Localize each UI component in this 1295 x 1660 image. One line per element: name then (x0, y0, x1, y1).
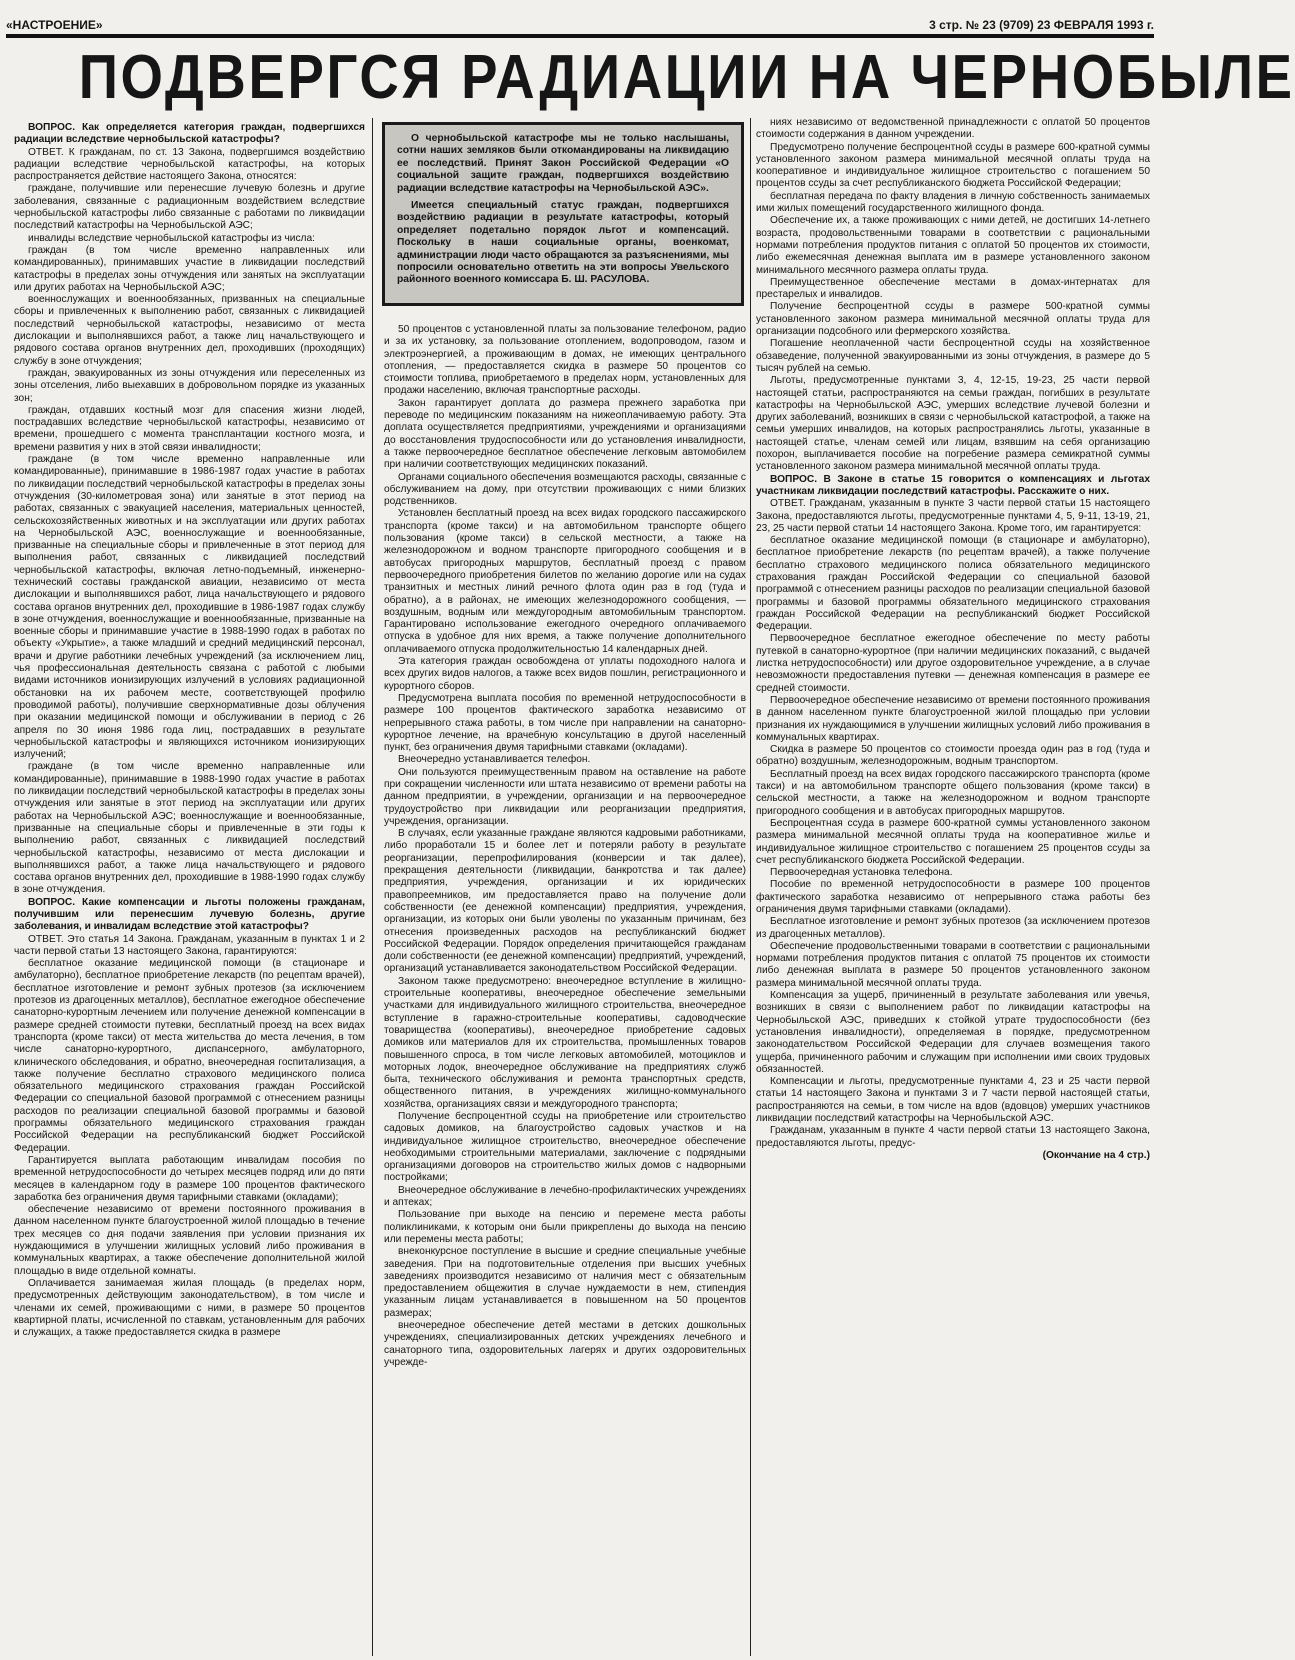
issue-info: 3 стр. № 23 (9709) 23 ФЕВРАЛЯ 1993 г. (929, 18, 1154, 32)
paragraph: Гарантируется выплата работающим инвалидам пособия по временной нетрудоспособности до четырех месяцев подряд или до пяти месяцев в календарном году в размере 100 процентов фактического заработка без ограничения двумя тарифными ставками (окладами); (14, 1154, 365, 1203)
paragraph: Первоочередное обеспечение независимо от времени постоянного проживания в данном населенном пункте благоустроенной жилой площадью при условии признания их нуждающимися в улучшении жилищных условий либо проживания в коммунальных квартирах. (756, 694, 1150, 743)
paragraph: Предусмотрена выплата пособия по временной нетрудоспособности в размере 100 процентов фактического заработка независимо от непрерывного стажа работы, в том числе при направлении на санаторно-курортное лечение, на врачебную консультацию в другой населенный пункт, без ограничения двумя тарифными ставками (окладами). (384, 692, 746, 754)
paragraph: Органами социального обеспечения возмещаются расходы, связанные с обслуживанием на дому, при отсутствии проживающих с ними близких родственников. (384, 471, 746, 508)
paragraph: Первоочередное бесплатное ежегодное обеспечение по месту работы путевкой в санаторно-курортное (при наличии медицинских показаний, с выдачей листка нетрудоспособности) или другое оздоровительное учреждение, а в случае невозможности предоставления путевки — денежная компенсация в размере ее средней стоимости. (756, 633, 1150, 694)
article-column-3 (756, 117, 1150, 1654)
paragraph: Беспроцентная ссуда в размере 600-кратной суммы установленного законом размера минимальной месячной оплаты труда на кооперативное жилье и индивидуальное жилищное строительство с погашением 25 процентов ссуды за счет республиканского бюджета Российской Федерации. (756, 817, 1150, 866)
intro-box (382, 122, 744, 306)
column-divider (750, 118, 751, 1656)
paragraph: Внеочередно устанавливается телефон. (398, 754, 591, 766)
masthead (6, 14, 1154, 38)
paragraph: ОТВЕТ. К гражданам, по ст. 13 Закона, подвергшимся воздействию радиации вследствие чернобыльской катастрофы, на которых распространяется действие настоящего Закона, относятся: (14, 146, 365, 183)
paragraph: Внеочередное обслуживание в лечебно-профилактических учреждениях и аптеках; (384, 1184, 746, 1209)
paragraph: военнослужащих и военнообязанных, призванных на специальные сборы и привлеченных к выполнению работ, связанных с ликвидацией последствий чернобыльской катастрофы, независимо от места дислокации и выполнявшихся работ, а также лиц начальствующего и рядового состава органов внутренних дел, проходивших (проходящих) службу в зоне отчуждения; (14, 294, 365, 367)
question-paragraph: ВОПРОС. Как определяется категория граждан, подвергшихся радиации вследствие чернобыльской катастрофы? (14, 122, 365, 146)
paragraph: Получение беспроцентной ссуды на приобретение или строительство садовых домиков, на благоустройство садовых участков и на индивидуальное жилищное строительство, внеочередное обеспечение необходимыми строительными материалами, заключение с подрядными организациями договоров на строительство жилых домов с надворными постройками; (384, 1111, 746, 1184)
paragraph: обеспечение независимо от времени постоянного проживания в данном населенном пункте благоустроенной жилой площадью в течение трех месяцев со дня подачи заявления при условии признания их нуждающимися в улучшении жилищных условий либо проживания в коммунальных квартирах, а также обеспечение дополнительной жилой площадью в виде отдельной комнаты. (14, 1204, 365, 1277)
paragraph: 50 процентов с установленной платы за пользование телефоном, радио и за их установку, за пользование отоплением, водопроводом, газом и электроэнергией, а проживающим в домах, не имеющих центрального отопления, — предоставляется скидка в размере 50 процентов со стоимости топлива, приобретаемого в пределах норм, установленных для продажи населению, включая транспортные расходы. (384, 324, 746, 397)
paragraph: ниях независимо от ведомственной принадлежности с оплатой 50 процентов стоимости содержания в данном учреждении. (756, 117, 1150, 141)
paragraph: Получение беспроцентной ссуды в размере 500-кратной суммы установленного законом размера минимальной месячной оплаты труда для организации подсобного или фермерского хозяйства. (756, 301, 1150, 338)
paragraph: граждан, отдавших костный мозг для спасения жизни людей, пострадавших вследствие чернобыльской катастрофы, независимо от времени, прошедшего с момента трансплантации костного мозга, и времени развития у них в этой связи инвалидности; (14, 404, 365, 453)
paragraph: инвалиды вследствие чернобыльской катастрофы из числа: (28, 232, 315, 244)
article-column-1 (14, 122, 365, 1654)
paragraph: Первоочередная установка телефона. (770, 867, 953, 879)
paragraph: ОТВЕТ. Гражданам, указанным в пункте 3 части первой статьи 15 настоящего Закона, предоставляются льготы, предусмотренные пунктами 4, 5, 9-11, 13-19, 21, 23, 25 части первой статьи 14 настоящего Закона. Кроме того, им гарантируется: (756, 498, 1150, 534)
paragraph: Закон гарантирует доплата до размера прежнего заработка при переводе по медицинским показаниям на нижеоплачиваемую работу. Эта доплата осуществляется предприятиями, учреждениями и организациями до восстановления трудоспособности или до установления инвалидности, а также первоочередное бесплатное обеспечение легковым автомобилем при наличии соответствующих медицинских показаний. (384, 397, 746, 471)
paragraph: Установлен бесплатный проезд на всех видах городского пассажирского транспорта (кроме такси) и на автомобильном транспорте общего пользования (кроме такси) в сельской местности, а также на железнодорожном и водном транспорте пригородного сообщения и в автобусах пригородных маршрутов, бесплатный проезд с правом первоочередного приобретения билетов по желанию дорогие или на судах транзитных и местных линий речного флота один раз в год (туда и обратно), а в районах, не имеющих железнодорожного сообщения, — воздушным, водным или междугородным автомобильным транспортом. Гарантировано использование ежегодного очередного оплачиваемого отпуска в удобное для них время, а также получение дополнительного оплачиваемого отпуска продолжительностью 14 календарных дней. (384, 508, 746, 655)
paragraph: Пособие по временной нетрудоспособности в размере 100 процентов фактического заработка независимо от непрерывного стажа работы без ограничения двумя тарифными ставками (окладами). (756, 879, 1150, 915)
paragraph: граждане (в том числе временно направленные или командированные), принимавшие в 1988-1990 годах участие в работах по ликвидации последствий чернобыльской катастрофы в пределах зоны отчуждения или занятые в этот период на эксплуатации или других работах на Чернобыльской АЭС; военнослужащие и военнообязанные, призванные на специальные сборы и привлеченные в эти годы к выполнению работ, связанных с ликвидацией последствий чернобыльской катастрофы, независимо от места дислокации и выполнявшихся работ, а также лица начальствующего и рядового состава органов внутренних дел, проходившие в 1988-1990 годах службу в зоне отчуждения. (14, 761, 365, 896)
paragraph: граждан (в том числе временно направленных или командированных), принимавших участие в ликвидации последствий катастрофы в пределах зоны отчуждения или занятых на эксплуатации или других работах на Чернобыльской АЭС; (14, 244, 365, 293)
intro-paragraph: О чернобыльской катастрофе мы не только наслышаны, сотни наших земляков были откомандированы на ликвидацию ее последствий. Принят Закон Российской Федерации «О социальной защите граждан, подвергшихся воздействию радиации вследствие катастрофы на Чернобыльской АЭС». (397, 133, 729, 194)
paragraph: Обеспечение их, а также проживающих с ними детей, не достигших 14-летнего возраста, продовольственными товарами в соответствии с рациональными нормами потребления продуктов питания с оплатой 50 процентов их стоимости, либо ежемесячная денежная выплата им в размере установленного законом минимального месячного размера оплаты труда. (756, 215, 1150, 276)
paragraph: Обеспечение продовольственными товарами в соответствии с рациональными нормами потребления продуктов питания с оплатой 75 процентов их стоимости либо денежная выплата в размере 50 процентов установленного законом размера минимальной месячной оплаты труда. (756, 940, 1150, 989)
question-paragraph: ВОПРОС. Какие компенсации и льготы положены гражданам, получившим или перенесшим лучевую болезнь, другие заболевания, и инвалидам вследствие этой катастрофы? (14, 896, 365, 933)
paragraph: бесплатное оказание медицинской помощи (в стационаре и амбулаторно), бесплатное приобретение лекарств (по рецептам врачей), бесплатное изготовление и ремонт зубных протезов (за исключением протезов из драгоценных металлов), бесплатное ежегодное обеспечение санаторно-курортным лечением или получение денежной компенсации в размере средней стоимости путевки, бесплатный проезд на всех видах транспорта (кроме такси) от места жительства до места лечения, в том числе санаторно-курортного, диспансерного, амбулаторного, клинического обследования, и обратно, внеочередная госпитализация, а также получение бесплатно страхового медицинского полиса обязательного медицинского страхования граждан Российской Федерации со специальной базовой программой с отнесением разницы расходов по реализации специальной базовой программы и базовой программы обязательного медицинского страхования граждан Российской Федерации на республиканский бюджет Российской Федерации. (14, 958, 365, 1154)
paragraph: Льготы, предусмотренные пунктами 3, 4, 12-15, 19-23, 25 части первой настоящей статьи, распространяются на семьи граждан, погибших в результате катастрофы на Чернобыльской АЭС, умерших вследствие лучевой болезни и других заболеваний, возникших в связи с чернобыльской катастрофой, а также на семьи умерших инвалидов, на которых распространялись льготы, указанные в настоящей статье, членам семей или лицам, взявшим на себя организацию похорон, выплачивается пособие на погребение размера семикратной суммы установленного законом размера минимальной месячной оплаты труда. (756, 375, 1150, 473)
paragraph: Они пользуются преимущественным правом на оставление на работе при сокращении численности или штата независимо от времени работы на данном предприятии, в учреждении, организации и на первоочередное трудоустройство при ликвидации или реорганизации предприятия, учреждения, организации. (384, 766, 746, 827)
paragraph: Гражданам, указанным в пункте 4 части первой статьи 13 настоящего Закона, предоставляются льготы, предус- (756, 1125, 1150, 1149)
paragraph: внеочередное обеспечение детей местами в детских дошкольных учреждениях, специализированных детских учреждениях лечебного и санаторного типа, оздоровительных лагерях и других оздоровительных учрежде- (384, 1320, 746, 1368)
paragraph: Эта категория граждан освобождена от уплаты подоходного налога и всех других видов налогов, а также всех видов пошлин, регистрационного и курортного сборов. (384, 656, 746, 692)
paragraph: внеконкурсное поступление в высшие и средние специальные учебные заведения. При на подготовительные отделения при высших учебных заведениях производится независимо от наличия мест с обязательным предоставлением общежития в случае нуждаемости в нем, стипендия указанным лицам устанавливается в повышенном на 50 процентов размерах; (384, 1246, 746, 1319)
column-divider (372, 118, 373, 1656)
paragraph: Преимущественное обеспечение местами в домах-интернатах для престарелых и инвалидов. (756, 276, 1150, 301)
newspaper-name: «НАСТРОЕНИЕ» (6, 18, 103, 32)
paragraph: Законом также предусмотрено: внеочередное вступление в жилищно-строительные кооперативы, внеочередное обеспечение земельными участками для индивидуального жилищного строительства, внеочередное вступление в гаражно-строительные кооперативы, садоводческие товарищества (кооперативы), внеочередное приобретение садовых домиков или материалов для их строительства, промышленных товаров повышенного спроса, в том числе легковых автомобилей, мотоциклов и моторных лодок, внеочередное обслуживание на предприятиях служб быта, технического обслуживания и ремонта транспортных средств, общественного питания, в учреждениях жилищно-коммунального хозяйства, организациях связи и междугородного транспорта; (384, 975, 746, 1110)
paragraph: бесплатная передача по факту владения в личную собственность занимаемых ими жилых помещений государственного жилищного фонда. (756, 190, 1150, 215)
headline: ПОДВЕРГСЯ РАДИАЦИИ НА ЧЕРНОБЫЛЕ (78, 43, 1295, 112)
paragraph: ОТВЕТ. Это статья 14 Закона. Гражданам, указанным в пунктах 1 и 2 части первой статьи 13 настоящего Закона, гарантируются: (14, 933, 365, 957)
paragraph: Компенсация за ущерб, причиненный в результате заболевания или увечья, возникших в связи с выполнением работ по ликвидации катастрофы на Чернобыльской АЭС, приведших к стойкой утрате трудоспособности (без установления инвалидности), определяемая в порядке, предусмотренном законодательством Российской Федерации для случаев возмещения такого ущерба, причиненного рабочим и служащим при исполнении ими своих трудовых обязанностей. (756, 990, 1150, 1075)
paragraph: граждан, эвакуированных из зоны отчуждения или переселенных из зоны отселения, либо выехавших в добровольном порядке из указанных зон; (14, 367, 365, 404)
paragraph: Бесплатный проезд на всех видах городского пассажирского транспорта (кроме такси) и на автомобильном транспорте общего пользования (кроме такси) в сельской местности, а также на железнодорожном и водном транспорте пригородного сообщения и в автобусах пригородных маршрутов. (756, 768, 1150, 817)
paragraph: бесплатное оказание медицинской помощи (в стационаре и амбулаторно), бесплатное приобретение лекарств (по рецептам врачей), а также получение бесплатно страхового медицинского полиса обязательного медицинского страхования граждан Российской Федерации со специальной базовой программой с отнесением разницы расходов по реализации специальной базовой программы и базовой программы обязательного медицинского страхования граждан Российской Федерации на республиканский бюджет Российской Федерации. (756, 535, 1150, 633)
paragraph: Пользование при выходе на пенсию и перемене места работы поликлиниками, к которым они были прикреплены до выхода на пенсию или перемены места работы; (384, 1209, 746, 1245)
question-paragraph: ВОПРОС. В Законе в статье 15 говорится о компенсациях и льготах участникам ликвидации последствий катастрофы. Расскажите о них. (756, 473, 1150, 497)
paragraph: Оплачивается занимаемая жилая площадь (в пределах норм, предусмотренных действующим законодательством), в том числе и членами их семей, проживающими с ними, в размере 50 процентов квартирной платы, исчисленной по ставкам, установленным для рабочих и служащих, а также предоставляется скидка в размере (14, 1277, 365, 1339)
intro-paragraph: Имеется специальный статус граждан, подвергшихся воздействию радиации в результате катастрофы, который определяет подетально порядок льгот и компенсаций. Поскольку в наши социальные органы, военкомат, администрации люди часто обращаются за разъяснениями, мы попросили основательно ответить на эти вопросы Увельского районного военного комиссара Б. Ш. РАСУЛОВА. (397, 200, 729, 286)
paragraph: граждане (в том числе временно направленные или командированные), принимавшие в 1986-1987 годах участие в работах по ликвидации последствий чернобыльской катастрофы в пределах зоны отчуждения (30-километровая зона) или занятые в этот период на работах, связанных с эвакуацией населения, материальных ценностей, сельскохозяйственных животных и на эксплуатации или других работах на Чернобыльской АЭС, военнослужащие и военнообязанные, призванные на специальные сборы и привлеченные в этот период для выполнения работ, связанных с ликвидацией последствий чернобыльской катастрофы, включая летно-подъемный, инженерно-технический составы гражданской авиации, независимо от места дислокации и выполнявшихся работ, лица начальствующего и рядового состава органов внутренних дел, проходившие в 1986-1987 годах службу в зоне отчуждения, военнослужащие и военнообязанные, призванные на военные сборы и принимавшие участие в 1988-1990 годах в работах по объекту «Укрытие», а также младший и средний медицинский персонал, врачи и другие работники лечебных учреждений (за исключением лиц, чья профессиональная деятельность связана с работой с любыми видами источников ионизирующих излучений в условиях радиационной обстановки на их рабочем месте, соответствующей профилю проводимой работы), получившие сверхнормативные дозы облучения при оказании медицинской помощи и обслуживании в период с 26 апреля по 30 июня 1986 года лиц, пострадавших в результате чернобыльской катастрофы и являющихся источником ионизирующих излучений; (14, 454, 365, 761)
paragraph: граждане, получившие или перенесшие лучевую болезнь и другие заболевания, связанные с радиационным воздействием вследствие чернобыльской катастрофы либо связанные с работами по ликвидации последствий катастрофы на Чернобыльской АЭС; (14, 183, 365, 232)
paragraph: Скидка в размере 50 процентов со стоимости проезда один раз в год (туда и обратно) воздушным, железнодорожным, водным транспортом. (756, 744, 1150, 768)
paragraph: Предусмотрено получение беспроцентной ссуды в размере 600-кратной суммы установленного законом размера минимальной месячной оплаты труда на кооперативное и индивидуальное жилищное строительство с погашением 50 процентов ссуды за счет республиканского бюджета Российской Федерации; (756, 141, 1150, 190)
paragraph: Погашение неоплаченной части беспроцентной ссуды на хозяйственное обзаведение, полученной эвакуированными из зоны отчуждения, в размере до 5 тысяч рублей на семью. (756, 338, 1150, 374)
continued-note: (Окончание на 4 стр.) (1042, 1149, 1150, 1161)
paragraph: В случаях, если указанные граждане являются кадровыми работниками, либо проработали 15 и более лет и потеряли работу в результате реорганизации, перепрофилирования (конверсии и так далее), прекращения деятельности (ликвидации, банкротства и так далее) предприятия, учреждения, организации и их юридических правопреемников, им предоставляется право на получение доли собственности (ее денежной компенсации) предприятия, учреждения, организации, из которых они были уволены по указанным причинам, без отнесения произведенных расходов на республиканский бюджет Российской Федерации. Порядок определения причитающейся гражданам доли собственности (ее денежной компенсации) предприятий, учреждений, организаций устанавливается законодательством Российской Федерации. (384, 828, 746, 975)
article-column-2 (384, 324, 746, 1654)
paragraph: Бесплатное изготовление и ремонт зубных протезов (за исключением протезов из драгоценных металлов). (756, 916, 1150, 940)
paragraph: Компенсации и льготы, предусмотренные пунктами 4, 23 и 25 части первой статьи 14 настоящего Закона и пунктами 3 и 7 части первой настоящей статьи, распространяются на семьи, в том числе на вдов (вдовцов) умерших участников ликвидации последствий катастрофы на Чернобыльской АЭС. (756, 1076, 1150, 1125)
